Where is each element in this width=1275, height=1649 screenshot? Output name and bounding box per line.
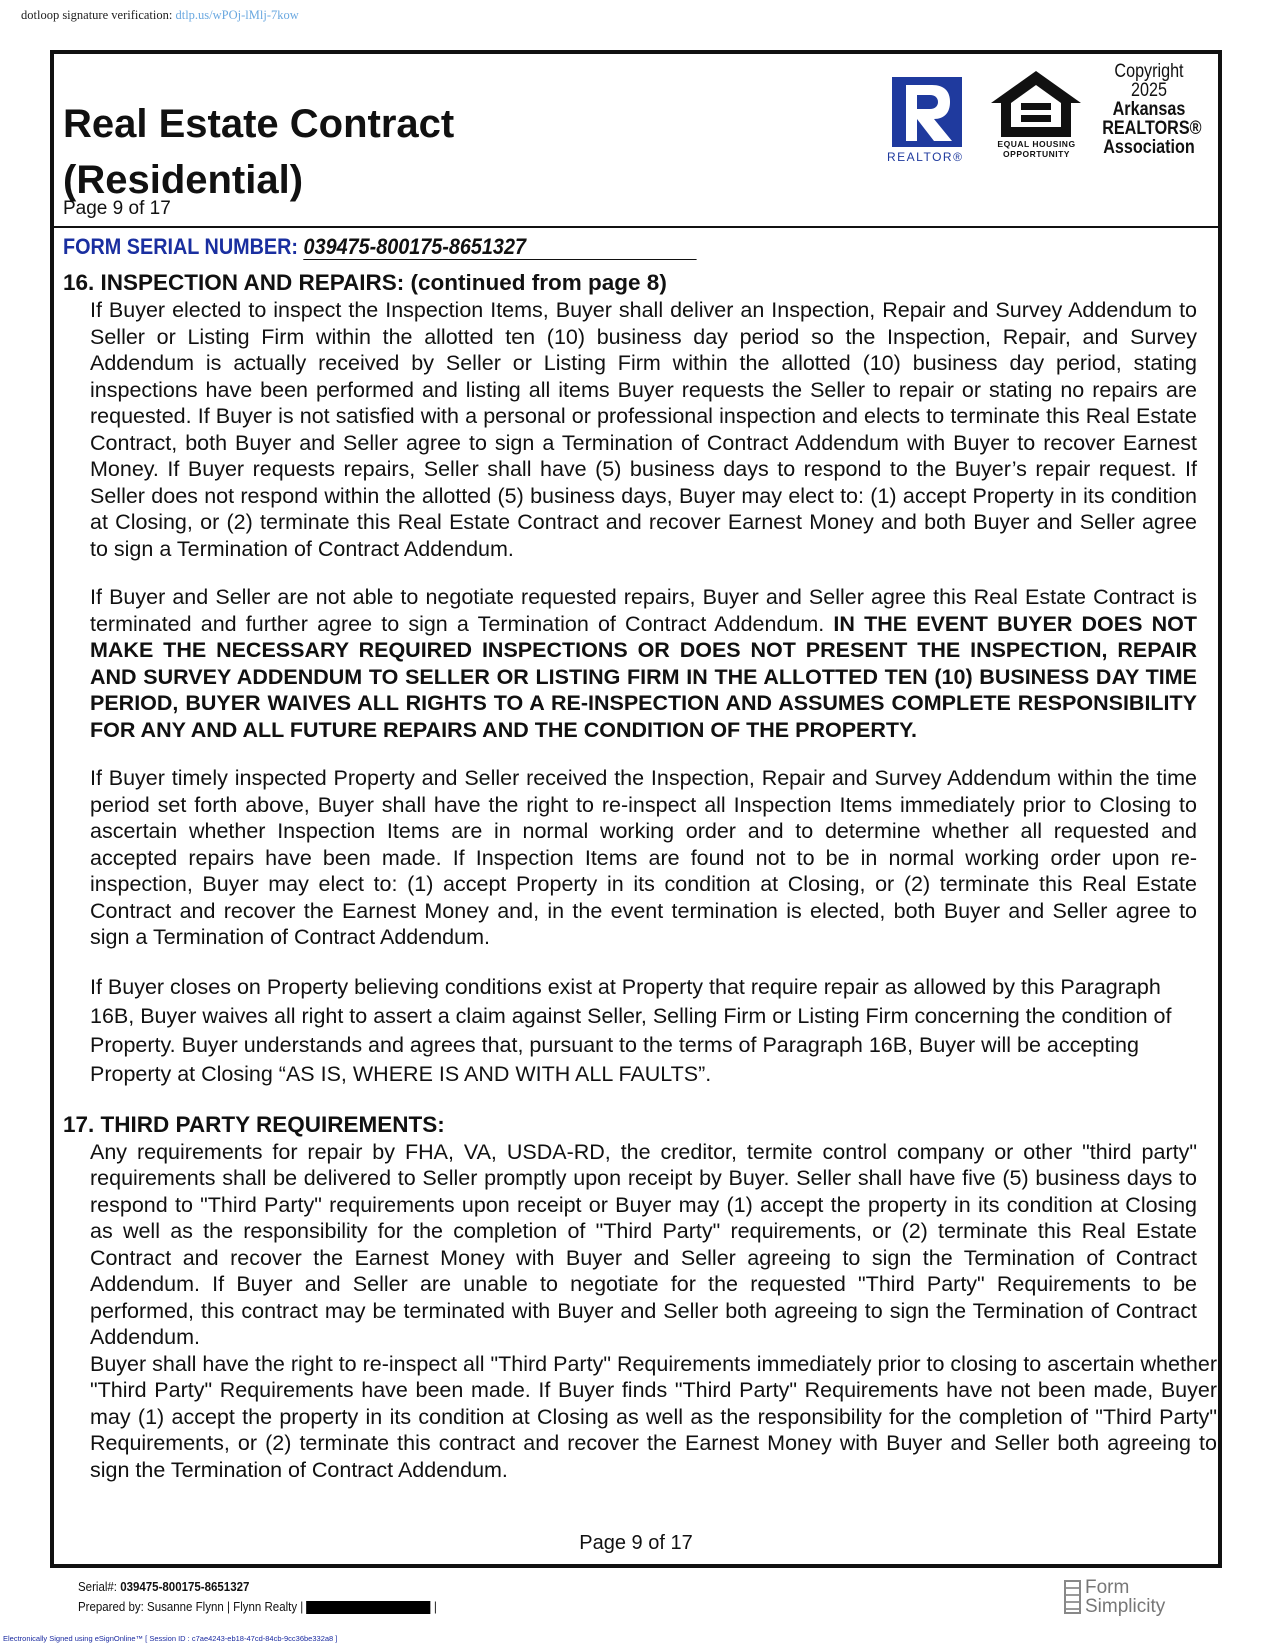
page-footer-number: Page 9 of 17 — [579, 1532, 693, 1554]
eho-line-1: EQUAL HOUSING — [997, 139, 1076, 149]
signature-verification — [21, 8, 299, 23]
section-17-paragraph: Any requirements for repair by FHA, VA, USDA-RD, the creditor, termite control company or other "third party" requirements shall be delivered to Seller promptly upon receipt by Buyer. Seller shall have five (5) business days to respond to "Third Party" requirements upon receipt or Buyer may (1) accept the property in its condition at Closing as well as the responsibility for the completion of "Third Party" requirements, or (2) terminate this Real Estate Contract and recover the Earnest Money with Buyer and Seller agreeing to sign the Termination of Contract Addendum. If Buyer and Seller are unable to negotiate for the requested "Third Party" Requirements to be performed, this contract may be terminated with Buyer and Seller both agreeing to sign the Termination of Contract Addendum. — [90, 1139, 1197, 1349]
firm-name: Flynn Realty — [233, 1600, 298, 1614]
form-serial-number — [63, 234, 697, 260]
serial-value: 039475-800175-8651327 — [120, 1580, 250, 1594]
verification-label: dotloop signature verification: — [21, 8, 173, 22]
copyright-line: Copyright — [1114, 61, 1184, 82]
title-line-2: (Residential) — [63, 158, 304, 202]
equal-housing-caption — [989, 139, 1084, 159]
form-simplicity-logo — [1085, 1578, 1165, 1616]
section-16-paragraph: If Buyer closes on Property believing conditions exist at Property that require repair as allowed by this Paragraph 16B, Buyer waives all right to assert a claim against Seller, Selling Firm or Listing Firm concerning the condition of Property. Buyer understands and agrees that, pursuant to the terms of Paragraph 16B, Buyer will be accepting Property at Closing “AS IS, WHERE IS AND WITH ALL FAULTS”. — [90, 974, 1172, 1086]
section-16-paragraph: If Buyer timely inspected Property and Seller received the Inspection, Repair and Survey Addendum within the time period set forth above, Buyer shall have the right to re-inspect all Inspection Items immediately prior to Closing to ascertain whether Inspection Items are in normal working order and to determine whether all requested and accepted repairs have been made. If Inspection Items are found not to be in normal working order upon re-inspection, Buyer may elect to: (1) accept Property in its condition at Closing, or (2) terminate this Real Estate Contract and recover the Earnest Money and, in the event termination is elected, both Buyer and Seller agree to sign a Termination of Contract Addendum. — [90, 766, 1197, 949]
copyright-line: REALTORS® — [1102, 118, 1202, 139]
section-16-paragraph: If Buyer elected to inspect the Inspection Items, Buyer shall deliver an Inspection, Repair and Survey Addendum to Seller or Listing Firm within the allotted ten (10) business day period so the Inspection, Repair, and Survey Addendum is actually received by Seller or Listing Firm within the allotted (10) business day period, stating inspections have been performed and listing all items Buyer requests the Seller to repair or stating no repairs are requested. If Buyer is not satisfied with a personal or professional inspection and elects to terminate this Real Estate Contract, both Buyer and Seller agree to sign a Termination of Contract Addendum with Buyer to recover Earnest Money. If Buyer requests repairs, Seller shall have (5) business days to respond to the Buyer’s repair request. If Seller does not respond within the allotted (5) business days, Buyer may elect to: (1) accept Property in its condition at Closing, or (2) terminate this Real Estate Contract and recover Earnest Money and both Buyer and Seller agree to sign a Termination of Contract Addendum. — [90, 298, 1197, 561]
serial-value: 039475-800175-8651327 — [304, 234, 697, 260]
prepared-footer — [78, 1577, 437, 1617]
header — [54, 54, 1218, 228]
contract-body — [63, 269, 1217, 1483]
section-17-heading: 17. THIRD PARTY REQUIREMENTS: — [63, 1111, 445, 1137]
brand-line-2: Simplicity — [1085, 1596, 1166, 1617]
paragraph-bold-text: IN THE EVENT BUYER DOES NOT MAKE THE NECESSARY REQUIRED INSPECTIONS OR DOES NOT PRESENT THE INSPECTION, REPAIR AND SURVEY ADDENDUM TO SELLER OR LISTING FIRM IN THE ALLOTTED TEN (10) BUSINESS DAY TIME PERIOD, BUYER WAIVES ALL RIGHTS TO A RE-INSPECTION AND ASSUMES COMPLETE RESPONSIBILITY FOR ANY AND ALL FUTURE REPAIRS AND THE CONDITION OF THE PROPERTY. — [90, 611, 1197, 742]
section-16-heading: 16. INSPECTION AND REPAIRS: (continued from page 8) — [63, 270, 667, 295]
separator: | — [433, 1600, 437, 1614]
brand-line-1: Form — [1085, 1577, 1130, 1598]
title-line-1: Real Estate Contract — [63, 102, 455, 146]
copyright-line: Arkansas — [1112, 99, 1186, 120]
verification-link[interactable]: dtlp.us/wPOj-lMlj-7kow — [175, 8, 299, 22]
section-17-paragraph: Buyer shall have the right to re-inspect all "Third Party" Requirements immediately prior to closing to ascertain whether "Third Party" Requirements have been made. If Buyer finds "Third Party" Requirements have not been made, Buyer may (1) accept the property in its condition at Closing as well as the responsibility for the completion of "Third Party" Requirements, or (2) terminate this contract and recover the Earnest Money with Buyer and Seller both agreeing to sign the Termination of Contract Addendum. — [90, 1351, 1217, 1482]
esign-notice: Electronically Signed using eSignOnline™ [ Session ID : c7ae4243-eb18-47cd-84cb-9cc36be332a8 ] — [3, 1634, 338, 1643]
copyright-line: Association — [1103, 137, 1195, 158]
realtor-logo-icon — [892, 77, 962, 147]
prepared-label: Prepared by: — [78, 1600, 144, 1614]
page-title — [63, 96, 454, 208]
separator: | — [300, 1600, 304, 1614]
serial-label: FORM SERIAL NUMBER: — [63, 234, 299, 259]
copyright-notice — [1102, 61, 1202, 158]
section-16-paragraph — [90, 584, 1197, 743]
equal-housing-icon — [989, 69, 1084, 139]
realtor-caption: REALTOR® — [887, 150, 964, 164]
serial-label: Serial#: — [78, 1580, 117, 1594]
document-icon — [1064, 1580, 1081, 1614]
separator: | — [226, 1600, 230, 1614]
eho-line-2: OPPORTUNITY — [1003, 149, 1070, 159]
redacted-contact — [307, 1601, 431, 1614]
copyright-line: 2025 — [1131, 80, 1167, 101]
document-page — [50, 50, 1222, 1568]
preparer-name: Susanne Flynn — [147, 1600, 224, 1614]
page-number: Page 9 of 17 — [63, 198, 171, 219]
paragraph-text: If Buyer and Seller are not able to negotiate requested repairs, Buyer and Seller agree this Real Estate Contract is terminated and further agree to sign a Termination of Contract Addendum. — [90, 585, 1197, 636]
